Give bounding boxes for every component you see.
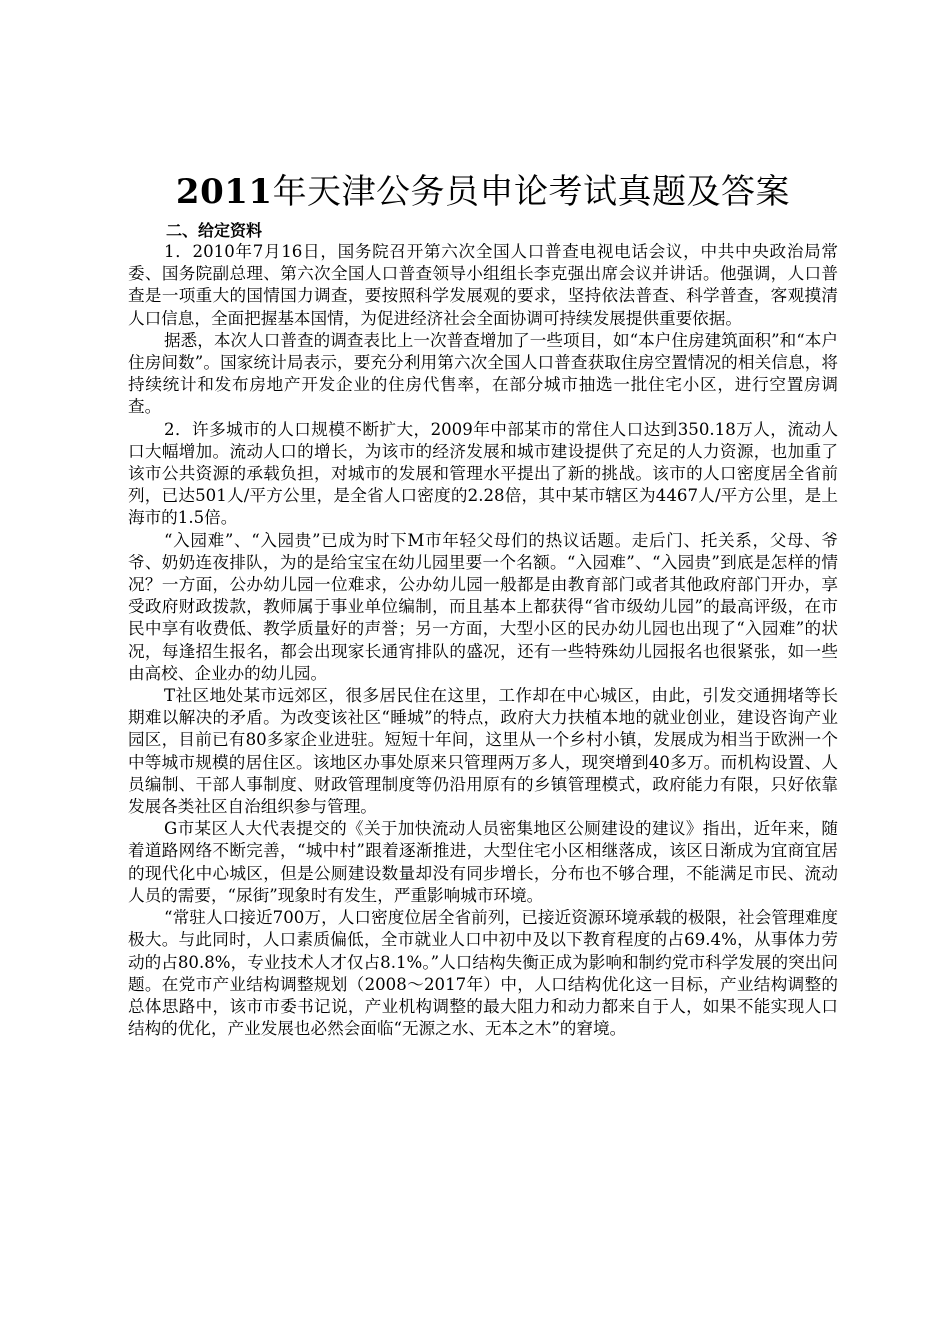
paragraph-3: 2．许多城市的人口规模不断扩大，2009年中部某市的常住人口达到350.18万人，流动人口大幅增加。流动人口的增长，为该市的经济发展和城市建设提供了充足的人力资源，也加重了该市公共资源的承载负担，对城市的发展和管理水平提出了新的挑战。该市的人口密度居全省前列，已达501人/平方公里，是全省人口密度的2.28倍，其中某市辖区为4467人/平方公里，是上海市的1.5倍。 bbox=[128, 419, 838, 528]
paragraph-6: G市某区人大代表提交的《关于加快流动人员密集地区公厕建设的建议》指出，近年来，随着道路网络不断完善，“城中村”跟着逐渐推进，大型住宅小区相继落成，该区日渐成为宜商宜居的现代化中心城区，但是公厕建设数量却没有同步增长，分布也不够合理，不能满足市民、流动人员的需要，“尿街”现象时有发生，严重影响城市环境。 bbox=[128, 819, 838, 905]
paragraph-5: T社区地处某市远郊区，很多居民住在这里，工作却在中心城区，由此，引发交通拥堵等长期难以解决的矛盾。为改变该社区“睡城”的特点，政府大力扶植本地的就业创业，建设咨询产业园区，目前已有80多家企业进驻。短短十年间，这里从一个乡村小镇，发展成为相当于欧洲一个中等城市规模的居住区。该地区办事处原来只管理两万多人，现突增到40多万。而机构设置、人员编制、干部人事制度、财政管理制度等仍沿用原有的乡镇管理模式，政府能力有限，只好依靠发展各类社区自治组织参与管理。 bbox=[128, 686, 838, 817]
paragraph-1: 1．2010年7月16日，国务院召开第六次全国人口普查电视电话会议，中共中央政治局常委、国务院副总理、第六次全国人口普查领导小组组长李克强出席会议并讲话。他强调，人口普查是一项重大的国情国力调查，要按照科学发展观的要求，坚持依法普查、科学普查，客观摸清人口信息，全面把握基本国情，为促进经济社会全面协调可持续发展提供重要依据。 bbox=[128, 242, 838, 328]
section-heading: 二、给定资料 bbox=[166, 221, 263, 240]
paragraph-7: “常驻人口接近700万，人口密度位居全省前列，已接近资源环境承载的极限，社会管理难度极大。与此同时，人口素质偏低，全市就业人口中初中及以下教育程度的占69.4%，从事体力劳动的占80.8%，专业技术人才仅占8.1%。”人口结构失衡正成为影响和制约党市科学发展的突出问题。在党市产业结构调整规划（2008～2017年）中，人口结构优化这一目标，产业结构调整的总体思路中，该市市委书记说，产业机构调整的最大阻力和动力都来自于人，如果不能实现人口结构的优化，产业发展也必然会面临“无源之水、无本之木”的窘境。 bbox=[128, 908, 838, 1039]
paragraph-4: “入园难”、“入园贵”已成为时下M市年轻父母们的热议话题。走后门、托关系，父母、爷爷、奶奶连夜排队，为的是给宝宝在幼儿园里要一个名额。“入园难”、“入园贵”到底是怎样的情况？一方面，公办幼儿园一位难求，公办幼儿园一般都是由教育部门或者其他政府部门开办，享受政府财政拨款，教师属于事业单位编制，而且基本上都获得“省市级幼儿园”的最高评级，在市民中享有收费低、教学质量好的声誉；另一方面，大型小区的民办幼儿园也出现了“入园难”的状况，每逢招生报名，都会出现家长通宵排队的盛况，还有一些特殊幼儿园报名也很紧张，如一些由高校、企业办的幼儿园。 bbox=[128, 530, 838, 683]
title-text: 年天津公务员申论考试真题及答案 bbox=[272, 172, 791, 212]
document-title bbox=[128, 168, 838, 216]
document-content bbox=[128, 168, 838, 1040]
paragraph-2: 据悉，本次人口普查的调查表比上一次普查增加了一些项目，如“本户住房建筑面积”和“本户住房间数”。国家统计局表示，要充分利用第六次全国人口普查获取住房空置情况的相关信息，将持续统计和发布房地产开发企业的住房代售率，在部分城市抽选一批住宅小区，进行空置房调查。 bbox=[128, 330, 838, 417]
title-year: 2011 bbox=[175, 172, 273, 212]
